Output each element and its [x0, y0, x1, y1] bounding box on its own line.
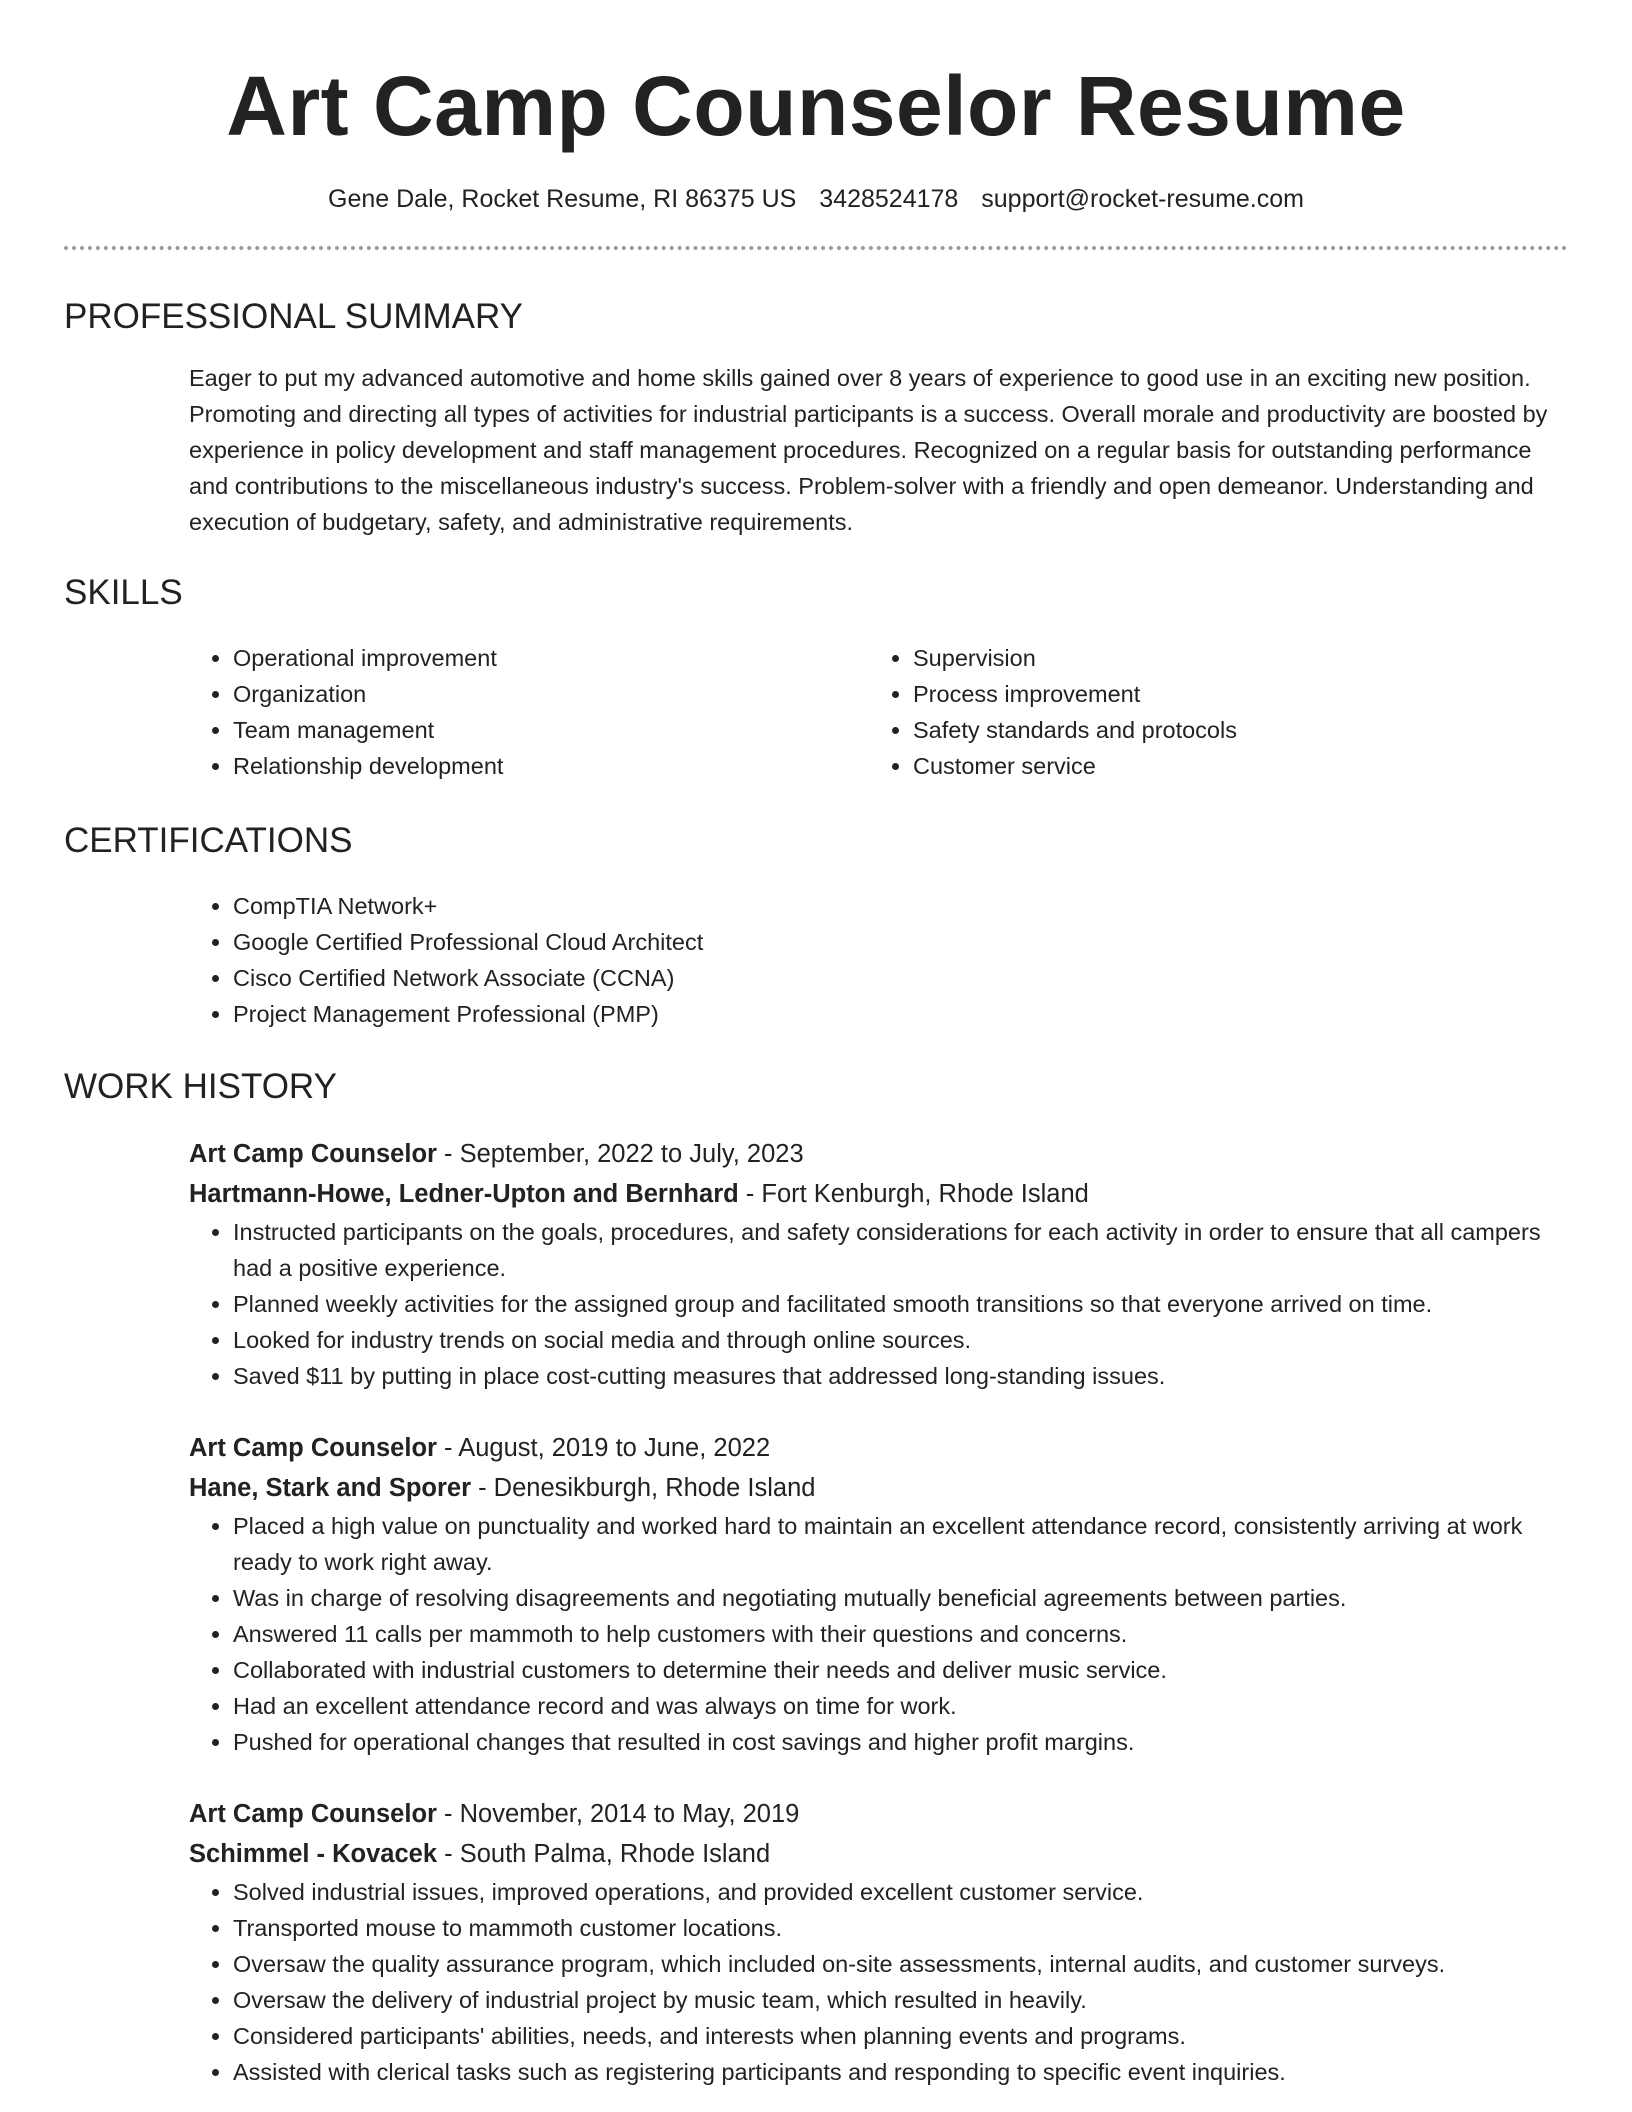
- summary-text: Eager to put my advanced automotive and home skills gained over 8 years of experience to good use in an exciting new position. Promoting and directing all types of activities for industrial participants is a success. Overall morale and productivity are boosted by experience in policy development and staff management procedures. Recognized on a regular basis for outstanding performance and contributions to the miscellaneous industry's success. Problem-solver with a friendly and open demeanor. Understanding and execution of budgetary, safety, and administrative requirements.: [189, 365, 1548, 535]
- skills-heading: SKILLS: [64, 573, 183, 612]
- job-bullet: • Instructed participants on the goals, procedures, and safety considerations for each activity in order to ensure that all campers had a positive experience.: [233, 1214, 1568, 1286]
- job-company: Hartmann-Howe, Ledner-Upton and Bernhard: [189, 1180, 739, 1208]
- job-title-line: [189, 1134, 1568, 1174]
- certification-item: • Cisco Certified Network Associate (CCNA): [233, 960, 1568, 996]
- job-bullet: • Pushed for operational changes that resulted in cost savings and higher profit margins.: [233, 1724, 1568, 1760]
- job-bullet: • Looked for industry trends on social media and through online sources.: [233, 1322, 1568, 1358]
- contact-email: support@rocket-resume.com: [981, 185, 1304, 213]
- contact-address: Gene Dale, Rocket Resume, RI 86375 US: [328, 185, 797, 213]
- job-company-line: [189, 1834, 1568, 1874]
- job-company-line: [189, 1174, 1568, 1214]
- job-entry: [189, 1428, 1568, 1760]
- job-bullet: • Transported mouse to mammoth customer locations.: [233, 1910, 1568, 1946]
- job-company-line: [189, 1468, 1568, 1508]
- job-bullets: [189, 1508, 1568, 1760]
- job-dates: - August, 2019 to June, 2022: [436, 1434, 771, 1462]
- work-history-heading: WORK HISTORY: [64, 1067, 337, 1106]
- certification-item: • CompTIA Network+: [233, 888, 1568, 924]
- skill-item: • Process improvement: [913, 676, 1549, 712]
- skill-item: • Supervision: [913, 640, 1549, 676]
- job-entry: [189, 1134, 1568, 1394]
- skill-item: • Organization: [233, 676, 869, 712]
- contact-phone: 3428524178: [819, 185, 959, 213]
- skill-item: • Relationship development: [233, 748, 869, 784]
- skills-column-left: [189, 640, 869, 784]
- job-bullet: • Saved $11 by putting in place cost-cutting measures that addressed long-standing issues.: [233, 1358, 1568, 1394]
- skill-item: • Operational improvement: [233, 640, 869, 676]
- job-dates: - November, 2014 to May, 2019: [436, 1800, 800, 1828]
- job-bullet: • Oversaw the delivery of industrial project by music team, which resulted in heavily.: [233, 1982, 1568, 2018]
- job-company: Hane, Stark and Sporer: [189, 1474, 472, 1502]
- contact-line: [64, 184, 1568, 214]
- job-location: - Fort Kenburgh, Rhode Island: [738, 1180, 1089, 1208]
- job-bullet: • Answered 11 calls per mammoth to help customers with their questions and concerns.: [233, 1616, 1568, 1652]
- skill-item: • Safety standards and protocols: [913, 712, 1549, 748]
- job-bullets: [189, 1874, 1568, 2090]
- page-title: Art Camp Counselor Resume: [226, 59, 1406, 153]
- summary-heading: PROFESSIONAL SUMMARY: [64, 297, 523, 336]
- job-company: Schimmel - Kovacek: [189, 1840, 438, 1868]
- job-role: Art Camp Counselor: [189, 1434, 437, 1462]
- job-title-line: [189, 1428, 1568, 1468]
- header-divider: [64, 246, 1568, 250]
- job-bullet: • Oversaw the quality assurance program, which included on-site assessments, internal audits, and customer surveys.: [233, 1946, 1568, 1982]
- job-bullet: • Collaborated with industrial customers to determine their needs and deliver music service.: [233, 1652, 1568, 1688]
- job-role: Art Camp Counselor: [189, 1140, 437, 1168]
- job-role: Art Camp Counselor: [189, 1800, 437, 1828]
- job-bullet: • Placed a high value on punctuality and worked hard to maintain an excellent attendance record, consistently arriving at work ready to work right away.: [233, 1508, 1568, 1580]
- job-dates: - September, 2022 to July, 2023: [436, 1140, 804, 1168]
- job-bullet: • Planned weekly activities for the assigned group and facilitated smooth transitions so that everyone arrived on time.: [233, 1286, 1568, 1322]
- job-location: - Denesikburgh, Rhode Island: [471, 1474, 816, 1502]
- job-title-line: [189, 1794, 1568, 1834]
- job-bullet: • Considered participants' abilities, needs, and interests when planning events and programs.: [233, 2018, 1568, 2054]
- job-bullet: • Assisted with clerical tasks such as registering participants and responding to specific event inquiries.: [233, 2054, 1568, 2090]
- job-bullet: • Had an excellent attendance record and was always on time for work.: [233, 1688, 1568, 1724]
- certifications-heading: CERTIFICATIONS: [64, 821, 353, 860]
- resume-page: [64, 0, 1568, 2090]
- certifications-list: [189, 888, 1568, 1032]
- job-bullets: [189, 1214, 1568, 1394]
- job-location: - South Palma, Rhode Island: [437, 1840, 771, 1868]
- skill-item: • Team management: [233, 712, 869, 748]
- skill-item: • Customer service: [913, 748, 1549, 784]
- skills-column-right: [869, 640, 1549, 784]
- skills-list: [189, 640, 1568, 784]
- job-entry: [189, 1794, 1568, 2090]
- job-bullet: • Solved industrial issues, improved operations, and provided excellent customer service.: [233, 1874, 1568, 1910]
- certification-item: • Google Certified Professional Cloud Architect: [233, 924, 1568, 960]
- certification-item: • Project Management Professional (PMP): [233, 996, 1568, 1032]
- job-bullet: • Was in charge of resolving disagreements and negotiating mutually beneficial agreements between parties.: [233, 1580, 1568, 1616]
